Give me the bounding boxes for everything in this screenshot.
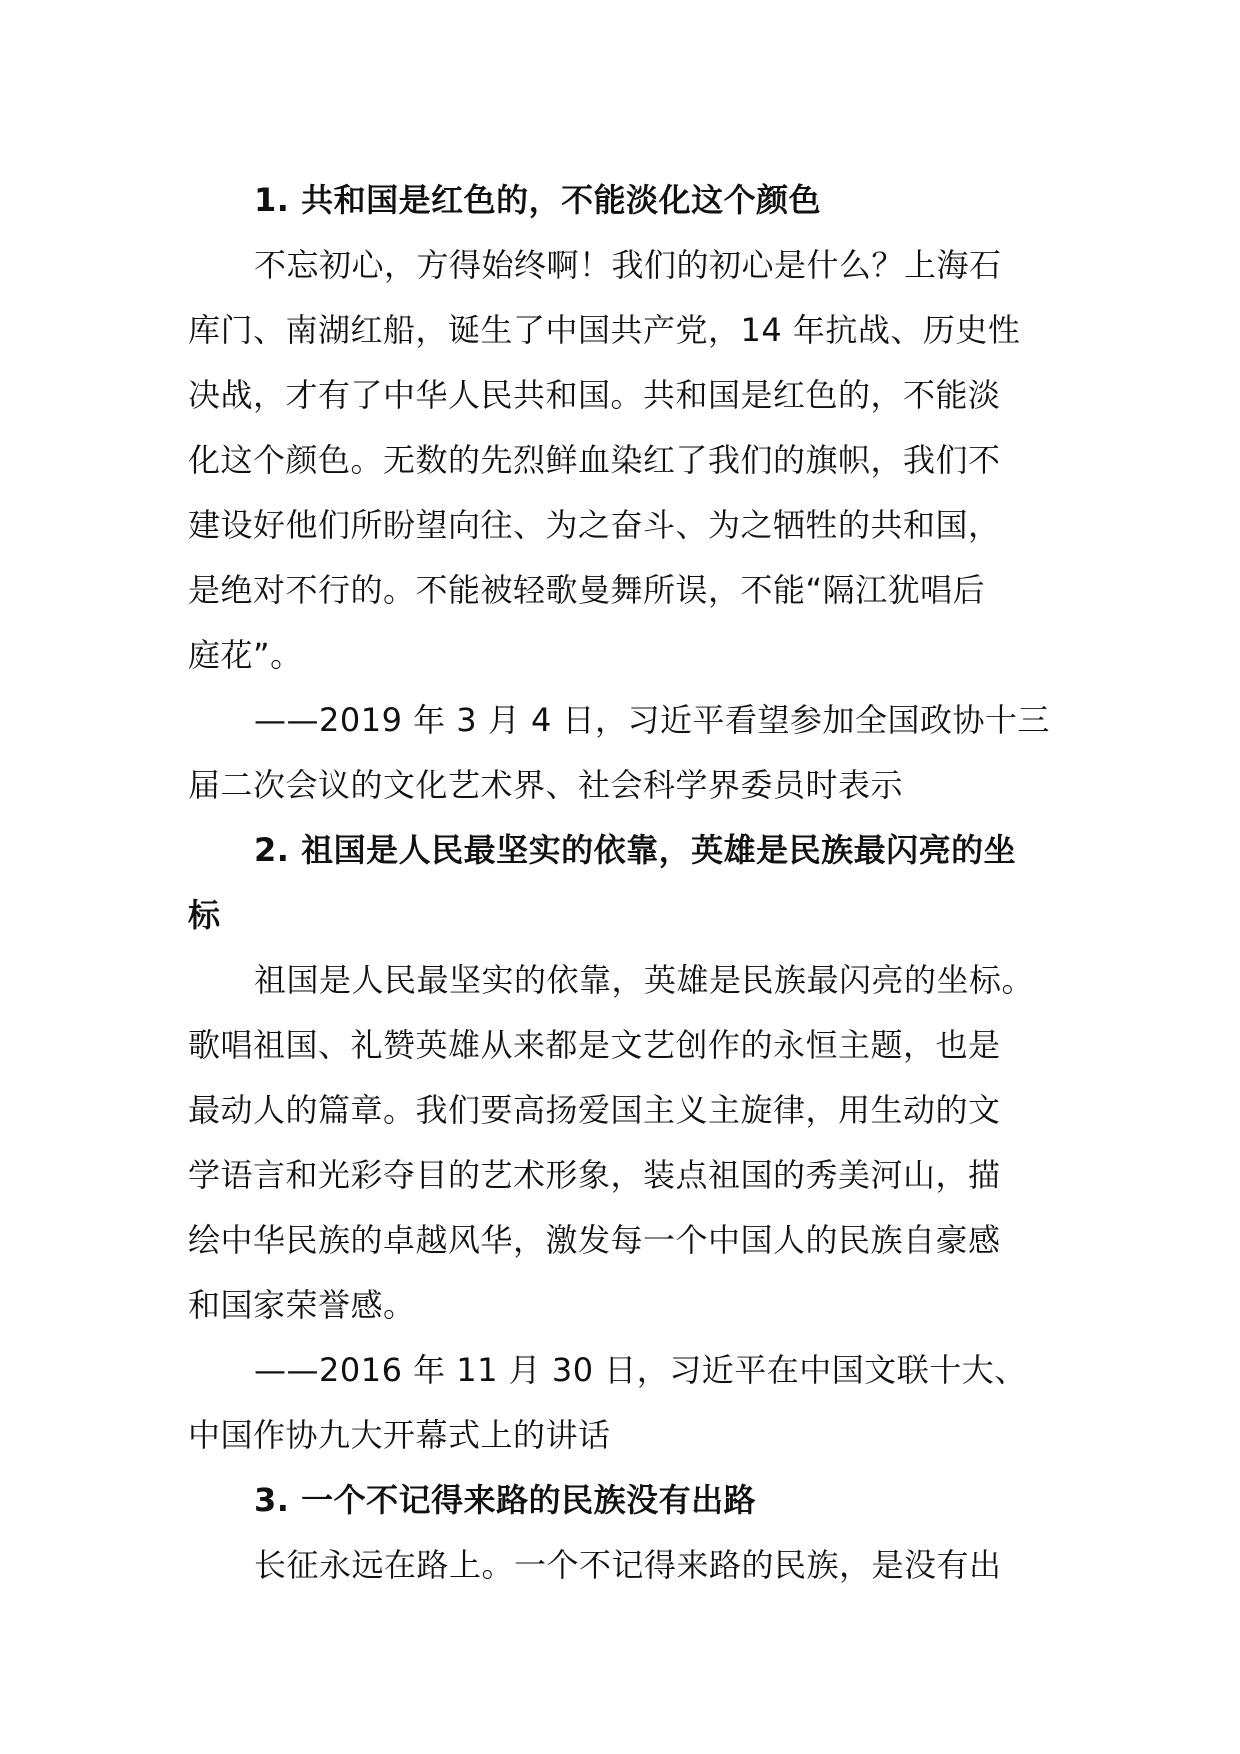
paragraph-line: 庭花”。 bbox=[188, 636, 303, 674]
paragraph-line: 决战，才有了中华人民共和国。共和国是红色的，不能淡 bbox=[188, 376, 1001, 414]
paragraph-line: 不忘初心，方得始终啊！我们的初心是什么？上海石 bbox=[254, 246, 1002, 284]
document-page bbox=[188, 168, 1060, 1598]
section-heading-2: 2. 祖国是人民最坚实的依靠，英雄是民族最闪亮的坐 bbox=[254, 831, 1017, 869]
source-attribution-line: ——2019 年 3 月 4 日，习近平看望参加全国政协十三 bbox=[254, 701, 1051, 739]
source-attribution-line: 中国作协九大开幕式上的讲话 bbox=[188, 1416, 611, 1454]
paragraph-line: 祖国是人民最坚实的依靠，英雄是民族最闪亮的坐标。 bbox=[254, 961, 1035, 999]
section-heading-3: 3. 一个不记得来路的民族没有出路 bbox=[254, 1481, 757, 1519]
source-attribution-line: ——2016 年 11 月 30 日，习近平在中国文联十大、 bbox=[254, 1351, 1027, 1389]
paragraph-line: 最动人的篇章。我们要高扬爱国主义主旋律，用生动的文 bbox=[188, 1091, 1001, 1129]
paragraph-line: 长征永远在路上。一个不记得来路的民族，是没有出 bbox=[254, 1546, 1002, 1584]
section-heading-2-continued: 标 bbox=[188, 896, 221, 934]
paragraph-line: 建设好他们所盼望向往、为之奋斗、为之牺牲的共和国， bbox=[188, 506, 1001, 544]
paragraph-line: 化这个颜色。无数的先烈鲜血染红了我们的旗帜，我们不 bbox=[188, 441, 1001, 479]
source-attribution-line: 届二次会议的文化艺术界、社会科学界委员时表示 bbox=[188, 766, 904, 804]
paragraph-line: 是绝对不行的。不能被轻歌曼舞所误，不能“隔江犹唱后 bbox=[188, 571, 986, 609]
paragraph-line: 学语言和光彩夺目的艺术形象，装点祖国的秀美河山，描 bbox=[188, 1156, 1001, 1194]
paragraph-line: 和国家荣誉感。 bbox=[188, 1286, 416, 1324]
paragraph-line: 库门、南湖红船，诞生了中国共产党，14 年抗战、历史性 bbox=[188, 311, 1021, 349]
paragraph-line: 歌唱祖国、礼赞英雄从来都是文艺创作的永恒主题，也是 bbox=[188, 1026, 1001, 1064]
paragraph-line: 绘中华民族的卓越风华，激发每一个中国人的民族自豪感 bbox=[188, 1221, 1001, 1259]
section-heading-1: 1. 共和国是红色的，不能淡化这个颜色 bbox=[254, 181, 822, 219]
